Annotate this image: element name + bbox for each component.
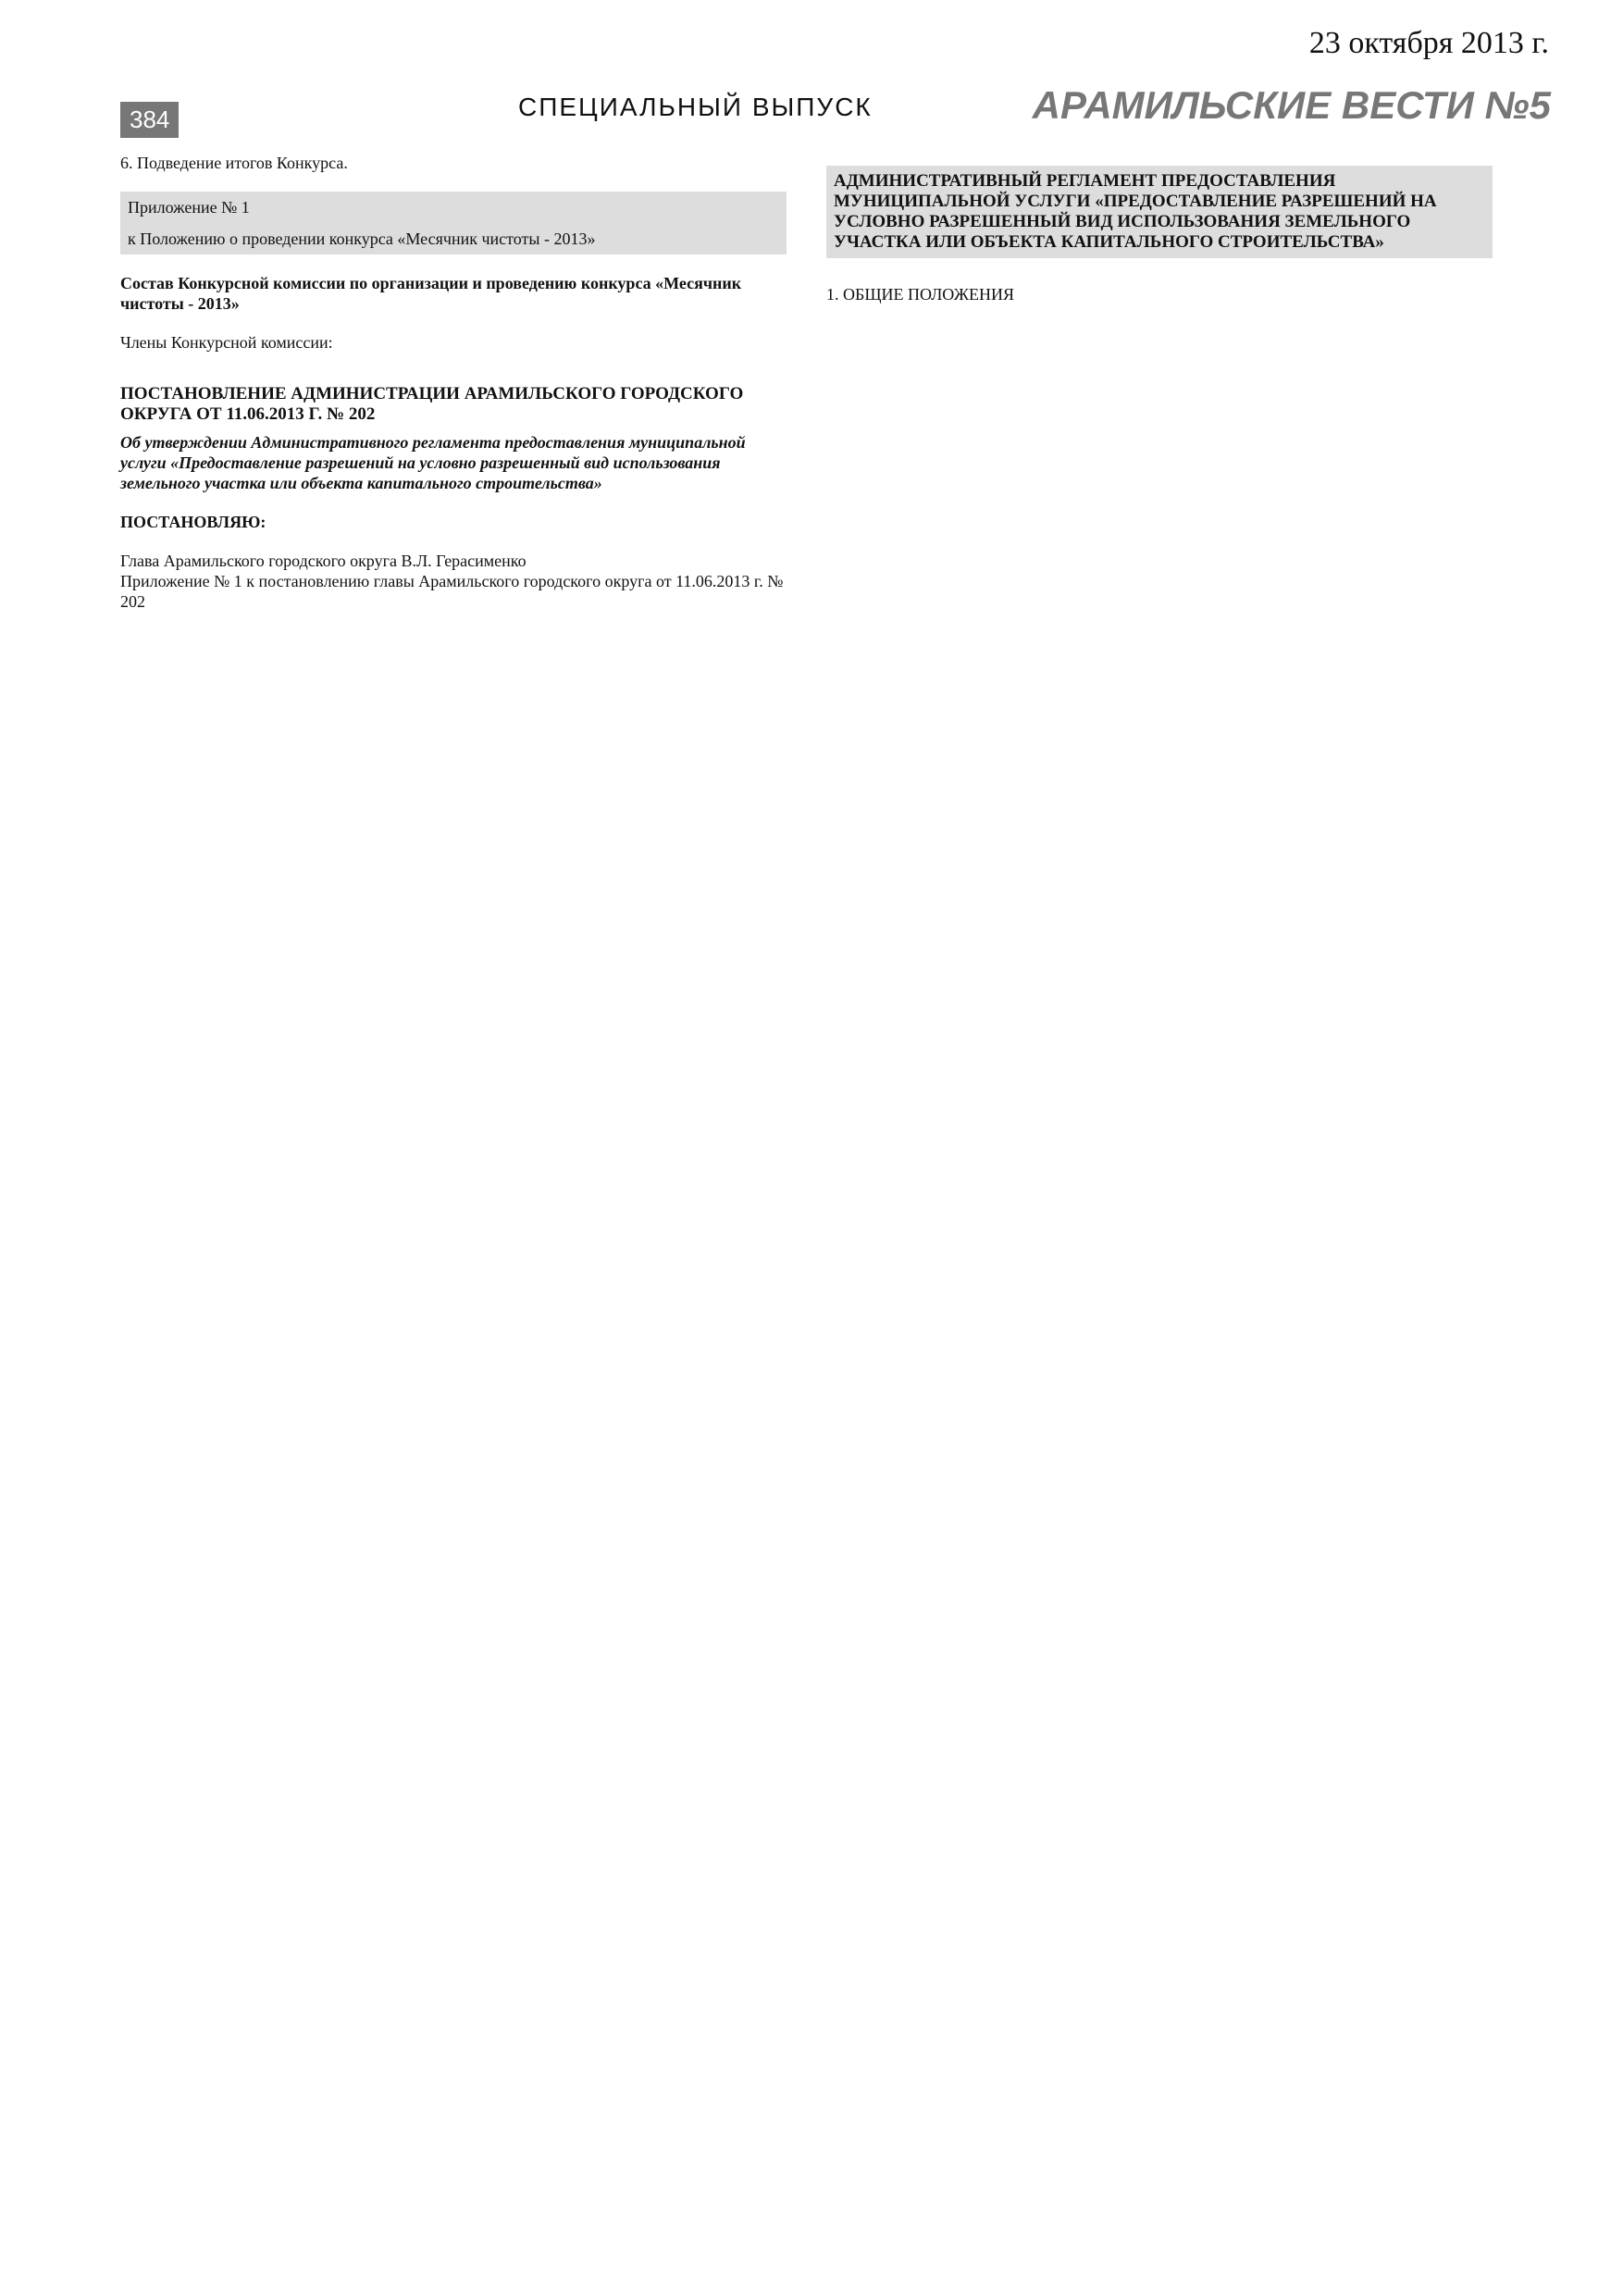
right-column (826, 153, 1493, 304)
regulation-heading: АДМИНИСТРАТИВНЫЙ РЕГЛАМЕНТ ПРЕДОСТАВЛЕНИЯ МУНИЦИПАЛЬНОЙ УСЛУГИ «ПРЕДОСТАВЛЕНИЕ РАЗРЕШЕНИЙ НА УСЛОВНО РАЗРЕШЕННЫЙ ВИД ИСПОЛЬЗОВАНИЯ ЗЕМЕЛЬНОГО УЧАСТКА ИЛИ ОБЪЕКТА КАПИТАЛЬНОГО СТРОИТЕЛЬСТВА» (826, 166, 1493, 258)
commission-heading: Состав Конкурсной комиссии по организации и проведению конкурса «Месячник чистоты - 2013» (120, 274, 742, 313)
issue-date: 23 октября 2013 г. (1308, 26, 1549, 60)
left-column (120, 153, 787, 612)
decree-italic: Об утверждении Административного регламента предоставления муниципальной услуги «Предоставление разрешений на условно разрешенный вид использования земельного участка или объекта капитального строительства» (120, 433, 746, 492)
decree-resolve: ПОСТАНОВЛЯЮ: (120, 513, 266, 531)
general-provisions-heading: 1. ОБЩИЕ ПОЛОЖЕНИЯ (826, 285, 1014, 304)
appendix-ref: к Положению о проведении конкурса «Месячник чистоты - 2013» (120, 223, 787, 254)
appendix-note: Приложение № 1 к постановлению главы Арамильского городского округа от 11.06.2013 г. № 202 (120, 572, 784, 611)
intro-heading: 6. Подведение итогов Конкурса. (120, 154, 348, 172)
appendix-label: Приложение № 1 (120, 192, 787, 223)
decree-heading: ПОСТАНОВЛЕНИЕ АДМИНИСТРАЦИИ АРАМИЛЬСКОГО ГОРОДСКОГО ОКРУГА ОТ 11.06.2013 Г. № 202 (120, 384, 744, 424)
page-number: 384 (120, 102, 179, 138)
issue-label: СПЕЦИАЛЬНЫЙ ВЫПУСК (518, 93, 873, 121)
members-heading: Члены Конкурсной комиссии: (120, 333, 333, 352)
signature: Глава Арамильского городского округа В.Л. Герасименко (120, 552, 527, 570)
newspaper-logo: АРАМИЛЬСКИЕ ВЕСТИ №5 (1032, 83, 1551, 127)
